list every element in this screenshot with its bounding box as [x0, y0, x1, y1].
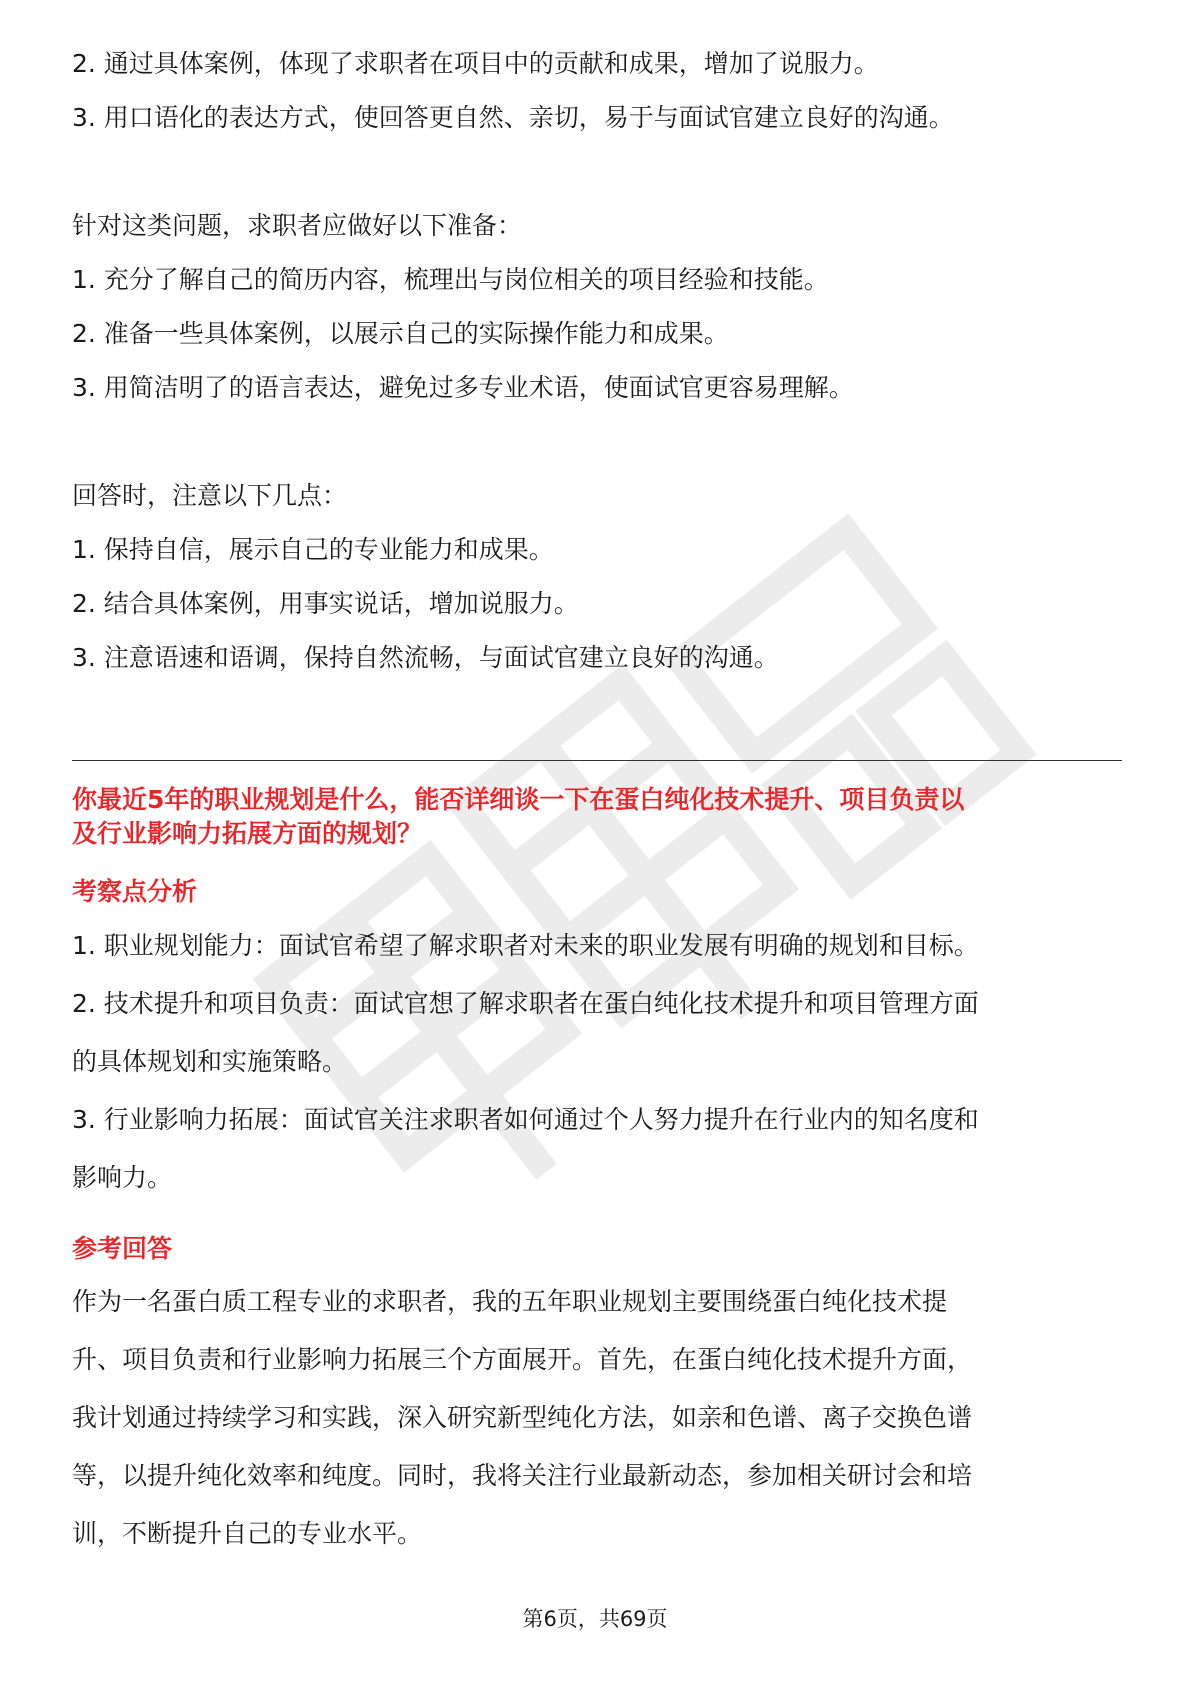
document-page	[72, 0, 1122, 1684]
list-item: 2. 准备一些具体案例，以展示自己的实际操作能力和成果。	[72, 319, 729, 348]
list-item: 3. 注意语速和语调，保持自然流畅，与面试官建立良好的沟通。	[72, 643, 779, 672]
reference-line: 训，不断提升自己的专业水平。	[72, 1519, 423, 1548]
reference-line: 作为一名蛋白质工程专业的求职者，我的五年职业规划主要围绕蛋白纯化技术提	[72, 1287, 948, 1316]
reference-line: 等，以提升纯化效率和纯度。同时，我将关注行业最新动态，参加相关研讨会和培	[72, 1461, 973, 1490]
analysis-line: 的具体规划和实施策略。	[72, 1047, 348, 1076]
list-item: 3. 用简洁明了的语言表达，避免过多专业术语，使面试官更容易理解。	[72, 373, 854, 402]
analysis-line: 影响力。	[72, 1163, 173, 1192]
text-line: 2. 通过具体案例，体现了求职者在项目中的贡献和成果，增加了说服力。	[72, 49, 879, 78]
section-intro: 回答时，注意以下几点：	[72, 481, 348, 510]
analysis-line: 1. 职业规划能力：面试官希望了解求职者对未来的职业发展有明确的规划和目标。	[72, 931, 979, 960]
reference-line: 我计划通过持续学习和实践，深入研究新型纯化方法，如亲和色谱、离子交换色谱	[72, 1403, 973, 1432]
page-number: 第6页，共69页	[522, 1607, 668, 1631]
analysis-heading: 考察点分析	[72, 877, 198, 906]
section-divider	[72, 760, 1122, 761]
list-item: 1. 保持自信，展示自己的专业能力和成果。	[72, 535, 554, 564]
question-title: 及行业影响力拓展方面的规划？	[72, 819, 423, 848]
reference-heading: 参考回答	[72, 1234, 173, 1263]
list-item: 2. 结合具体案例，用事实说话，增加说服力。	[72, 589, 579, 618]
list-item: 1. 充分了解自己的简历内容，梳理出与岗位相关的项目经验和技能。	[72, 265, 829, 294]
analysis-line: 3. 行业影响力拓展：面试官关注求职者如何通过个人努力提升在行业内的知名度和	[72, 1105, 979, 1134]
analysis-line: 2. 技术提升和项目负责：面试官想了解求职者在蛋白纯化技术提升和项目管理方面	[72, 989, 979, 1018]
question-title: 你最近5年的职业规划是什么，能否详细谈一下在蛋白纯化技术提升、项目负责以	[72, 785, 965, 814]
section-intro: 针对这类问题，求职者应做好以下准备：	[72, 211, 523, 240]
text-line: 3. 用口语化的表达方式，使回答更自然、亲切，易于与面试官建立良好的沟通。	[72, 103, 954, 132]
reference-line: 升、项目负责和行业影响力拓展三个方面展开。首先，在蛋白纯化技术提升方面，	[72, 1345, 973, 1374]
